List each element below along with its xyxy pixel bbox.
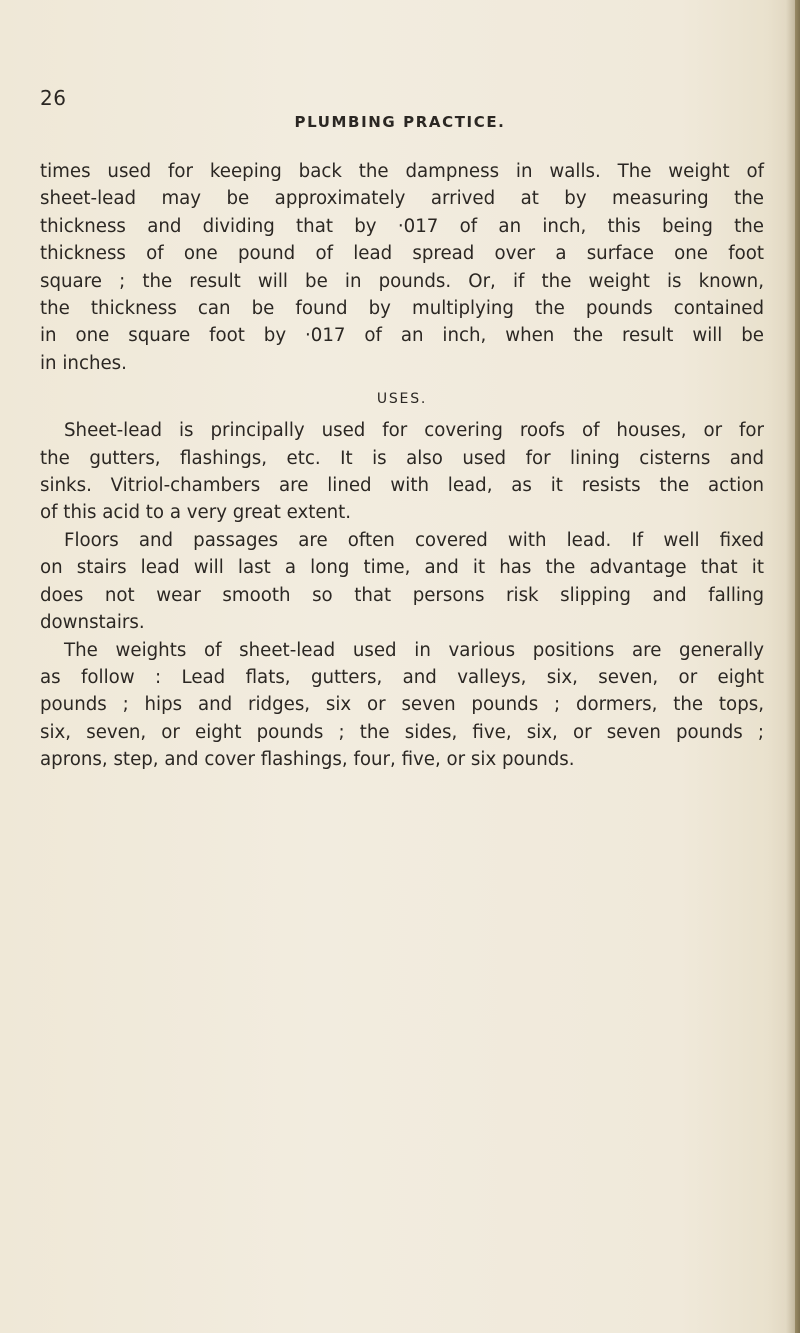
text-line: six, seven, or eight pounds ; the sides, five, six, or seven pounds ;	[40, 721, 764, 743]
paragraph-floors-passages	[40, 527, 764, 637]
text-line: The weights of sheet-lead used in various positions are generally	[64, 639, 764, 661]
text-line: times used for keeping back the dampness in walls. The weight of	[40, 161, 764, 182]
text-line: the gutters, flashings, etc. It is also used for lining cisterns and	[40, 447, 764, 469]
text-line: on stairs lead will last a long time, and it has the advantage that it	[40, 557, 764, 579]
page-edge-binding	[795, 0, 800, 1333]
text-line: Sheet-lead is principally used for covering roofs of houses, or for	[64, 420, 764, 442]
section-heading-uses: USES.	[376, 391, 428, 408]
text-line: in one square foot by ·017 of an inch, when the result will be	[40, 325, 764, 347]
paragraph-dampness-weight	[40, 158, 764, 377]
paragraph-sheet-weights	[40, 637, 764, 774]
text-line: as follow : Lead flats, gutters, and valleys, six, seven, or eight	[40, 666, 764, 688]
text-line: aprons, step, and cover flashings, four, five, or six pounds.	[40, 749, 575, 771]
paragraph-principal-uses	[40, 417, 764, 527]
body-text	[40, 158, 764, 774]
text-line: of this acid to a very great extent.	[40, 502, 352, 524]
text-line: in inches.	[40, 352, 127, 374]
text-line: square ; the result will be in pounds. Or, if the weight is known,	[40, 270, 764, 292]
text-line: Floors and passages are often covered with lead. If well fixed	[64, 529, 764, 551]
text-line: the thickness can be found by multiplying the pounds contained	[40, 298, 764, 320]
text-line: pounds ; hips and ridges, six or seven pounds ; dormers, the tops,	[40, 694, 764, 716]
text-line: sheet-lead may be approximately arrived at by measuring the	[40, 188, 764, 210]
text-line: thickness of one pound of lead spread over a surface one foot	[40, 243, 764, 265]
text-line: sinks. Vitriol-chambers are lined with lead, as it resists the action	[40, 475, 764, 497]
page-number: 26	[40, 86, 67, 110]
text-line: thickness and dividing that by ·017 of an inch, this being the	[40, 215, 764, 237]
running-head: PLUMBING PRACTICE.	[294, 113, 506, 131]
text-line: does not wear smooth so that persons risk slipping and falling	[40, 584, 764, 606]
text-line: downstairs.	[40, 612, 145, 634]
